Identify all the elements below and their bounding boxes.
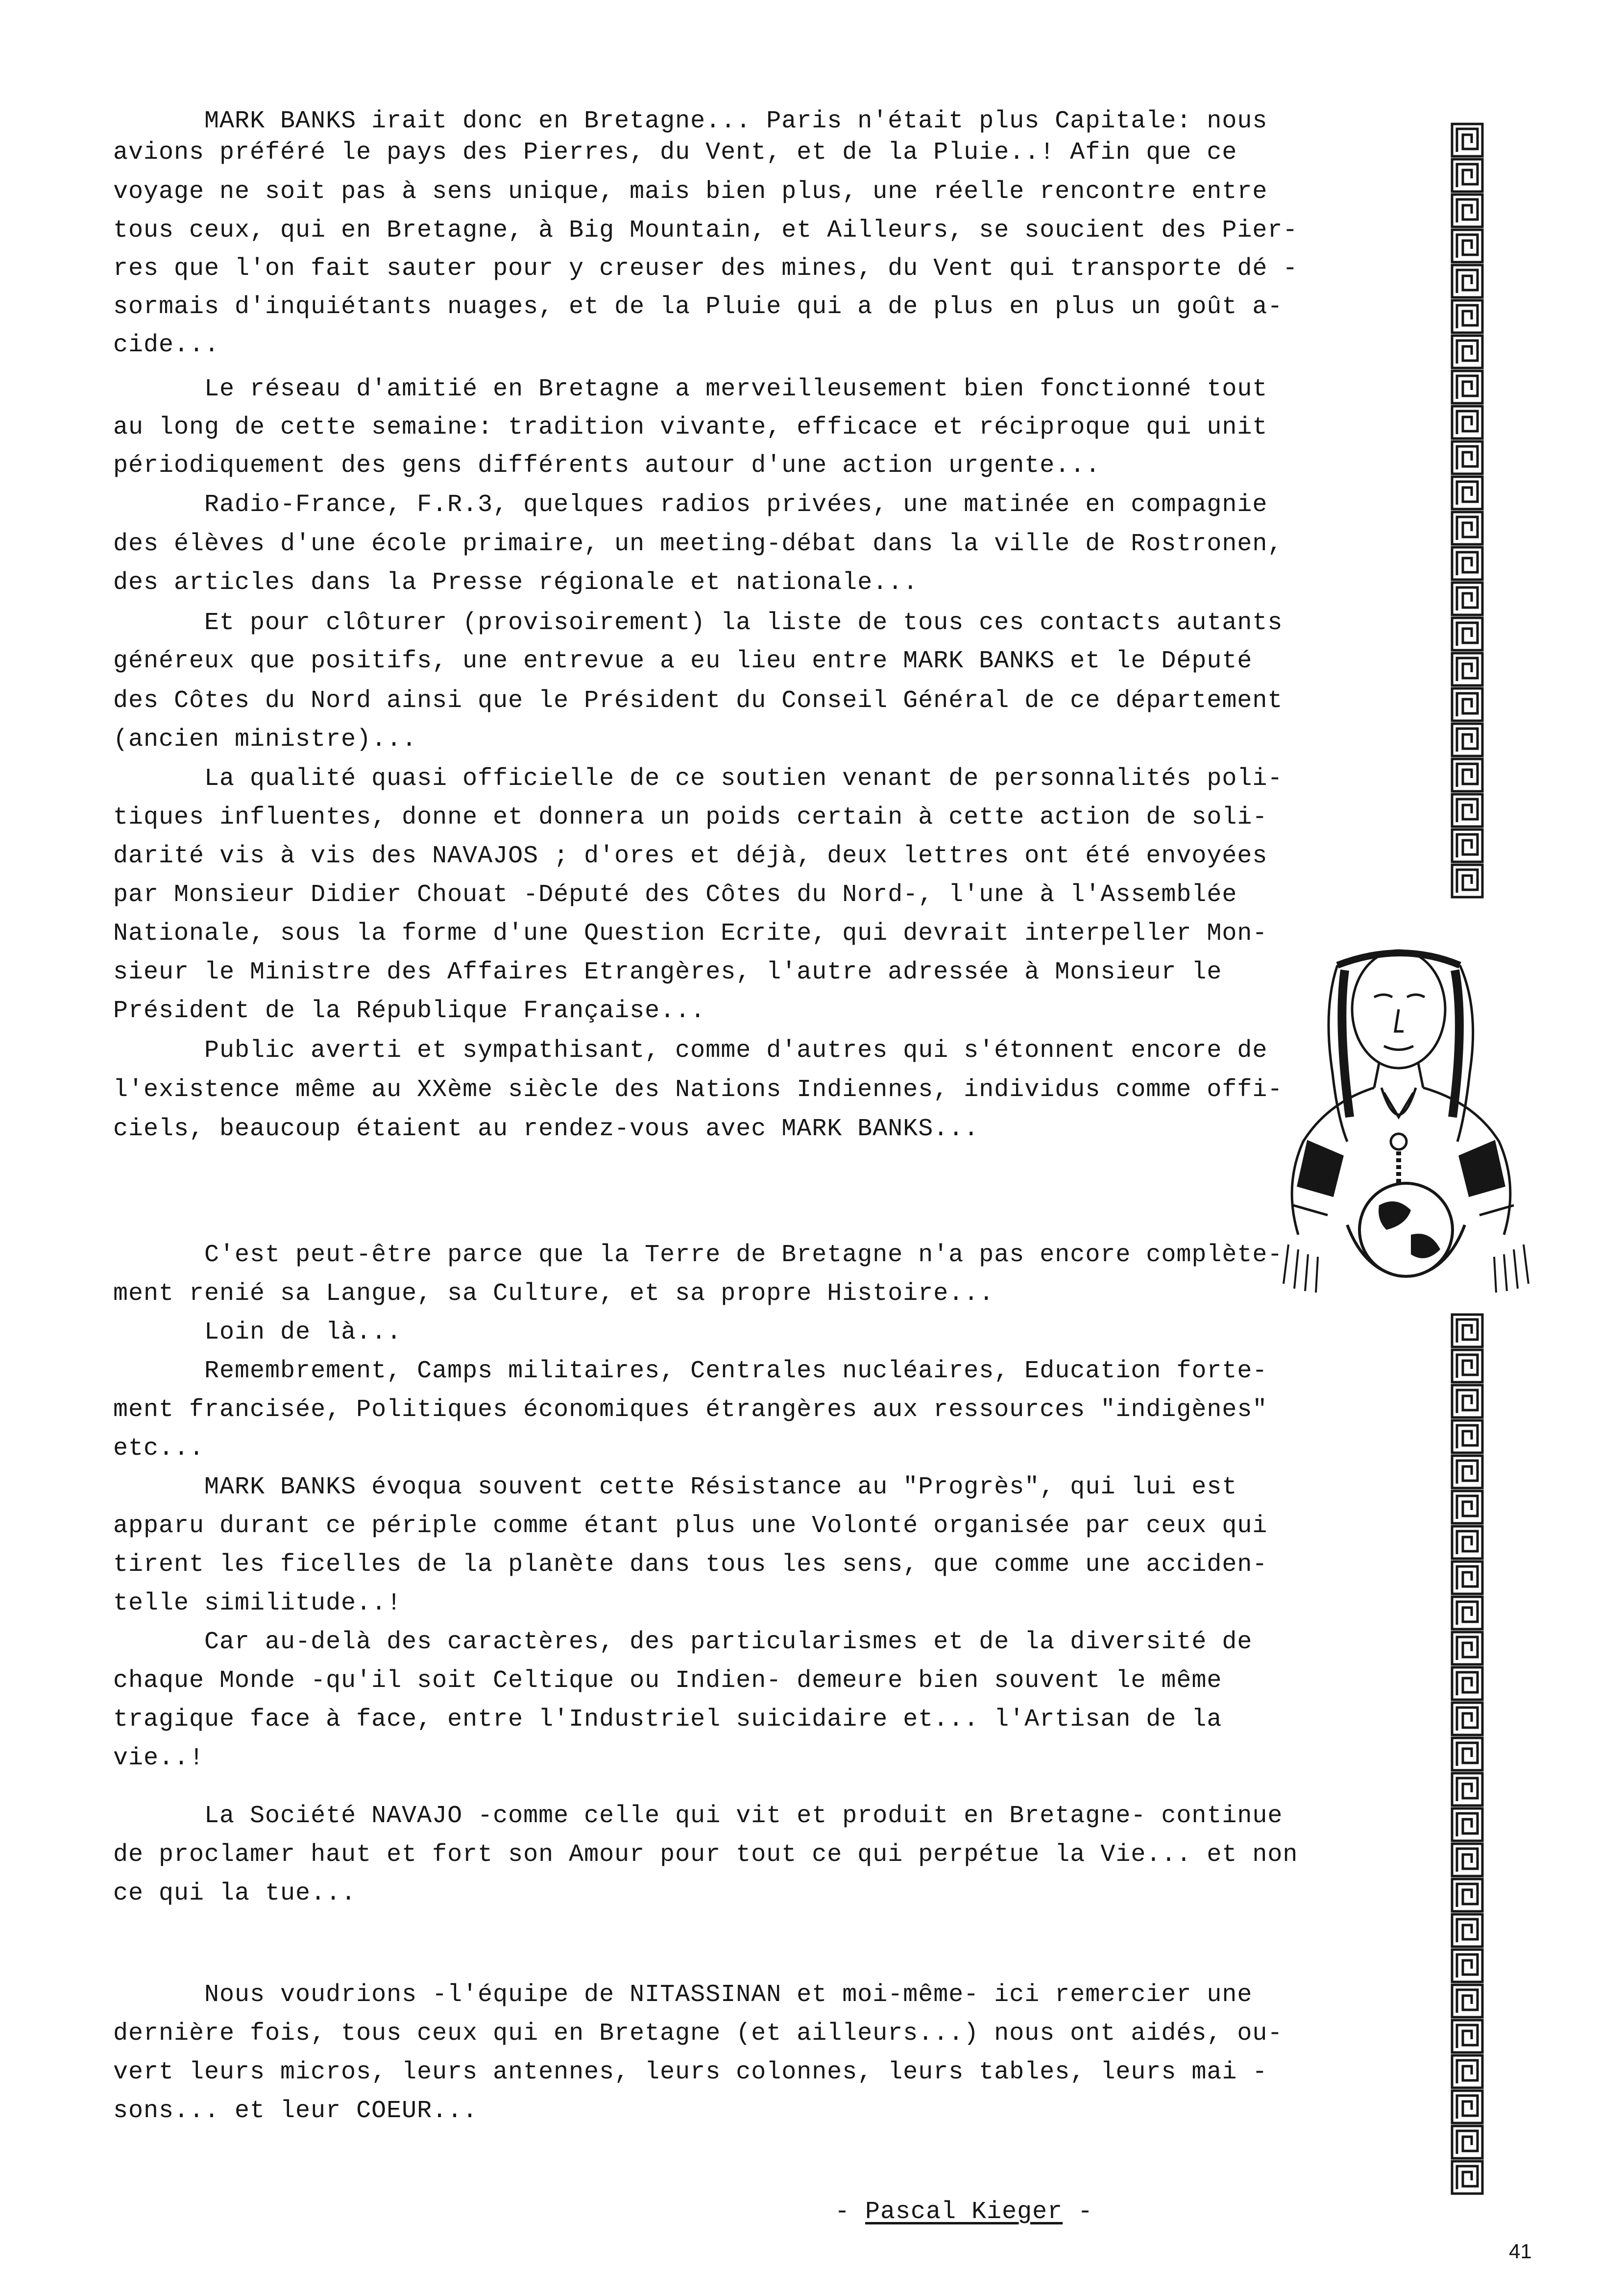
text-line: MARK BANKS irait donc en Bretagne... Paris n'était plus Capitale: nous: [113, 107, 1268, 135]
text-line: des articles dans la Presse régionale et nationale...: [113, 569, 919, 597]
text-line: Public averti et sympathisant, comme d'autres qui s'étonnent encore de: [113, 1037, 1268, 1065]
text-line: La Société NAVAJO -comme celle qui vit et produit en Bretagne- continue: [113, 1802, 1283, 1830]
text-line: Et pour clôturer (provisoirement) la liste de tous ces contacts autants: [113, 609, 1283, 637]
text-line: par Monsieur Didier Chouat -Député des Côtes du Nord-, l'une à l'Assemblée: [113, 881, 1237, 909]
text-line: cide...: [113, 331, 220, 359]
text-line: l'existence même au XXème siècle des Nations Indiennes, individus comme offi-: [113, 1076, 1283, 1104]
text-line: périodiquement des gens différents autour d'une action urgente...: [113, 452, 1101, 480]
text-line: (ancien ministre)...: [113, 726, 417, 754]
text-line: sieur le Ministre des Affaires Etrangères, l'autre adressée à Monsieur le: [113, 958, 1222, 986]
text-line: chaque Monde -qu'il soit Celtique ou Indien- demeure bien souvent le même: [113, 1667, 1222, 1695]
text-line: voyage ne soit pas à sens unique, mais bien plus, une réelle rencontre entre: [113, 178, 1268, 206]
text-line: Nationale, sous la forme d'une Question Ecrite, qui devrait interpeller Mon-: [113, 920, 1268, 948]
native-woman-globe-icon: [1264, 911, 1538, 1294]
text-line: vert leurs micros, leurs antennes, leurs colonnes, leurs tables, leurs mai -: [113, 2058, 1268, 2086]
text-line: C'est peut-être parce que la Terre de Bretagne n'a pas encore complète-: [113, 1241, 1283, 1269]
text-line: tragique face à face, entre l'Industriel suicidaire et... l'Artisan de la: [113, 1706, 1222, 1733]
text-line: etc...: [113, 1435, 205, 1463]
text-line: vie..!: [113, 1744, 205, 1772]
text-line: sormais d'inquiétants nuages, et de la Pluie qui a de plus en plus un goût a-: [113, 293, 1283, 321]
author-name: Pascal Kieger: [865, 2198, 1063, 2226]
text-line: au long de cette semaine: tradition vivante, efficace et réciproque qui unit: [113, 414, 1268, 441]
text-line: Le réseau d'amitié en Bretagne a merveilleusement bien fonctionné tout: [113, 375, 1268, 403]
text-line: Président de la République Française...: [113, 997, 706, 1025]
text-line: res que l'on fait sauter pour y creuser des mines, du Vent qui transporte dé -: [113, 255, 1298, 283]
text-line: dernière fois, tous ceux qui en Bretagne (et ailleurs...) nous ont aidés, ou-: [113, 2020, 1283, 2048]
text-line: La qualité quasi officielle de ce soutien venant de personnalités poli-: [113, 765, 1283, 793]
text-line: tous ceux, qui en Bretagne, à Big Mountain, et Ailleurs, se soucient des Pier-: [113, 217, 1298, 244]
page-number: 41: [1509, 2240, 1532, 2263]
text-line: Radio-France, F.R.3, quelques radios privées, une matinée en compagnie: [113, 491, 1268, 519]
text-line: généreux que positifs, une entrevue a eu lieu entre MARK BANKS et le Député: [113, 647, 1253, 675]
text-line: Car au-delà des caractères, des particularismes et de la diversité de: [113, 1628, 1253, 1656]
text-line: Remembrement, Camps militaires, Centrales nucléaires, Education forte-: [113, 1357, 1268, 1385]
text-line: MARK BANKS évoqua souvent cette Résistance au "Progrès", qui lui est: [113, 1473, 1237, 1501]
text-line: darité vis à vis des NAVAJOS ; d'ores et déjà, deux lettres ont été envoyées: [113, 842, 1268, 870]
text-line: sons... et leur COEUR...: [113, 2097, 478, 2125]
text-line: tirent les ficelles de la planète dans tous les sens, que comme une acciden-: [113, 1551, 1268, 1579]
author-signature: [774, 2168, 1093, 2256]
text-line: ment renié sa Langue, sa Culture, et sa propre Histoire...: [113, 1280, 994, 1308]
text-line: telle similitude..!: [113, 1589, 402, 1617]
text-line: Nous voudrions -l'équipe de NITASSINAN et moi-même- ici remercier une: [113, 1981, 1253, 2009]
text-line: Loin de là...: [113, 1318, 402, 1346]
text-line: apparu durant ce périple comme étant plus une Volonté organisée par ceux qui: [113, 1512, 1268, 1540]
text-line: des élèves d'une école primaire, un meeting-débat dans la ville de Rostronen,: [113, 530, 1283, 558]
signature-prefix: -: [835, 2198, 866, 2226]
text-line: ment francisée, Politiques économiques étrangères aux ressources "indigènes": [113, 1396, 1268, 1424]
greek-key-border-icon: [1450, 122, 1484, 921]
text-line: des Côtes du Nord ainsi que le Président du Conseil Général de ce département: [113, 687, 1283, 715]
signature-suffix: -: [1063, 2198, 1093, 2226]
greek-key-border-icon: [1450, 1313, 1484, 2220]
text-line: de proclamer haut et fort son Amour pour tout ce qui perpétue la Vie... et non: [113, 1841, 1298, 1869]
text-line: ciels, beaucoup étaient au rendez-vous avec MARK BANKS...: [113, 1115, 979, 1143]
text-line: ce qui la tue...: [113, 1880, 357, 1907]
text-line: tiques influentes, donne et donnera un poids certain à cette action de soli-: [113, 804, 1268, 831]
text-line: avions préféré le pays des Pierres, du Vent, et de la Pluie..! Afin que ce: [113, 139, 1237, 167]
